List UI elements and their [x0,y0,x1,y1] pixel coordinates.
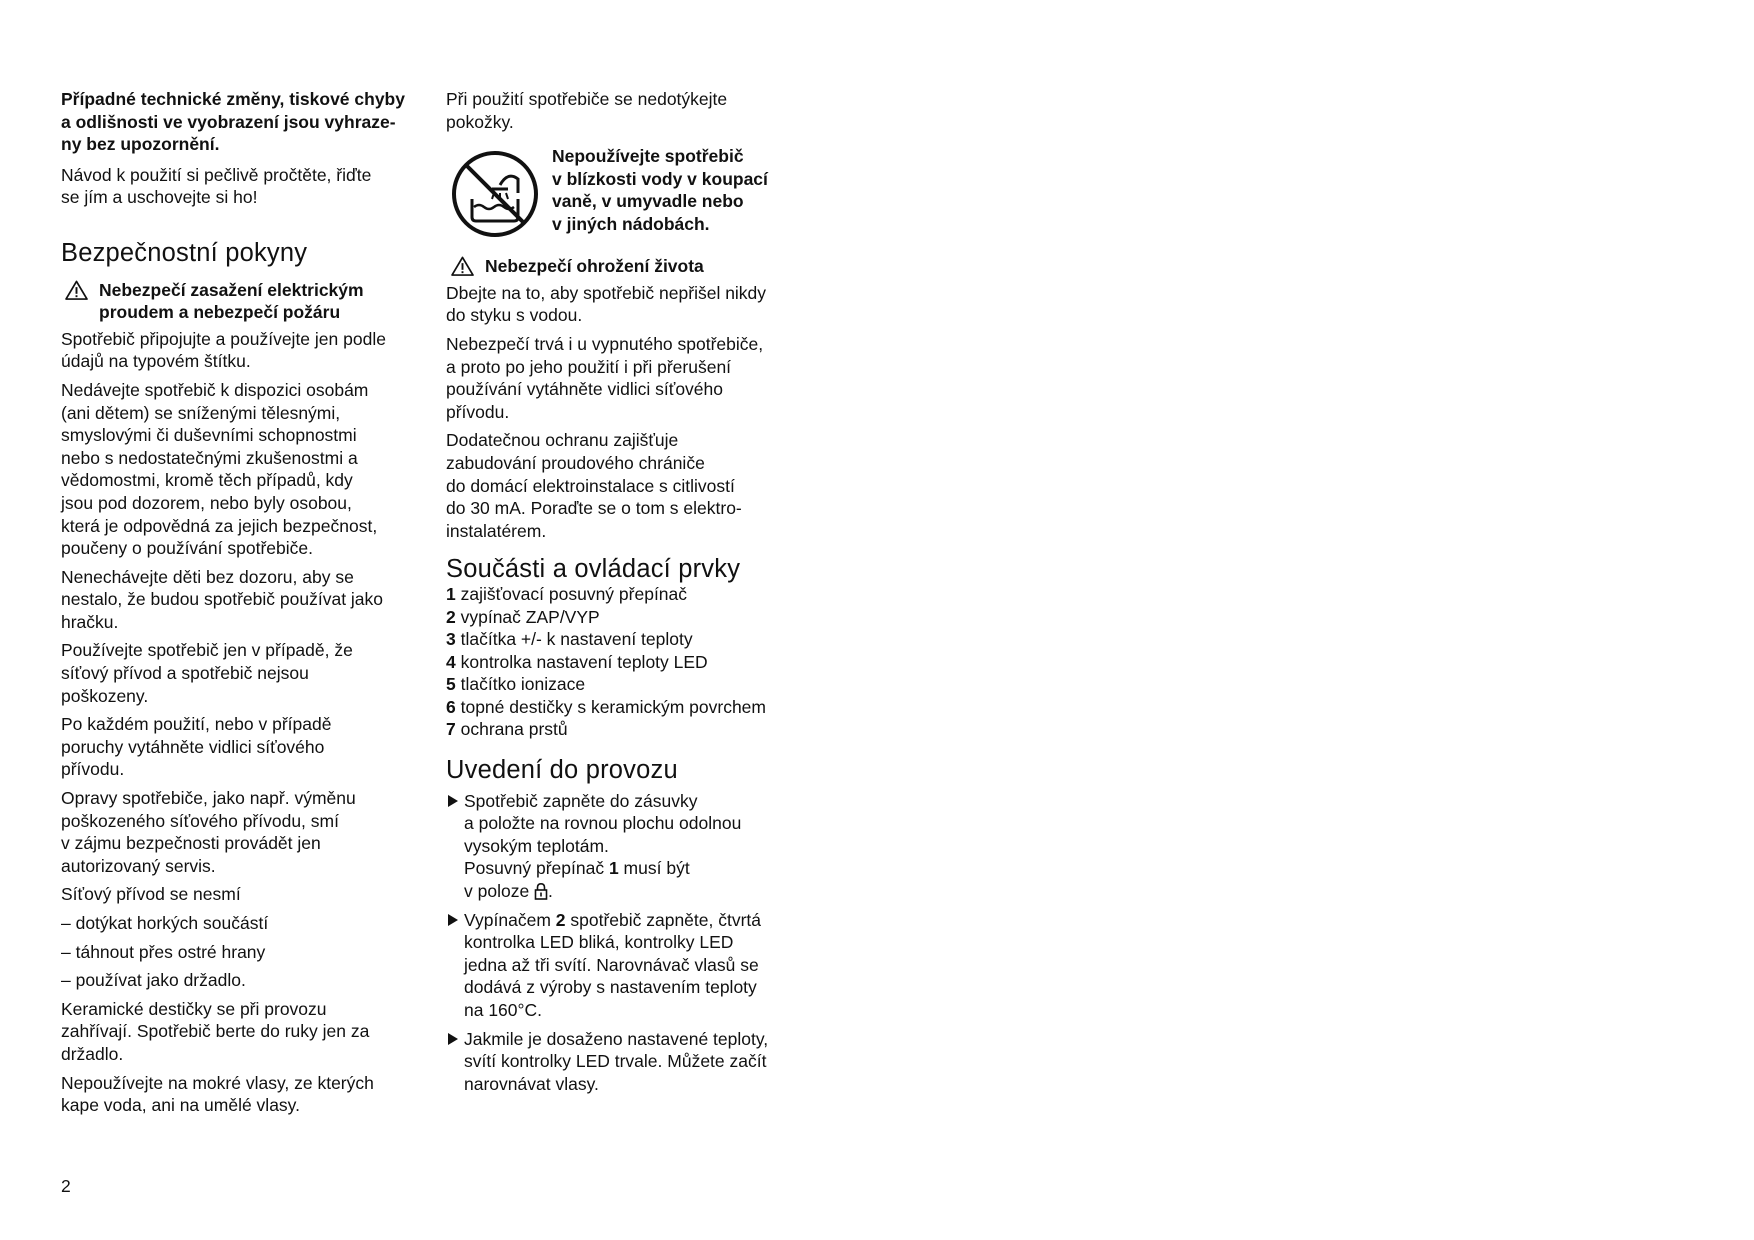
text-line: přívodu. [61,759,125,780]
text-line: která je odpovědná za jejich bezpečnost, [61,515,378,536]
text-line: používání vytáhněte vidlici síťového [446,379,724,400]
page-number: 2 [61,1176,71,1196]
text-fragment: musí být [618,858,690,879]
paragraph [61,639,421,707]
list-item [446,583,816,606]
text-line: Dbejte na to, aby spotřebič nepřišel nikdy [446,282,767,303]
paragraph: Síťový přívod se nesmí [61,884,241,905]
dash-item: – dotýkat horkých součástí [61,913,269,933]
text-line: vysokým teplotám. [464,835,609,856]
paragraph [61,713,421,781]
text-line: Dodatečnou ochranu zajišťuje [446,430,679,451]
startup-steps [446,790,816,1096]
text-line: poučeny o používání spotřebiče. [61,538,313,559]
text-line: a položte na rovnou plochu odolnou [464,813,742,834]
text-line: vaně, v umyvadle nebo [552,191,744,212]
paragraph [446,88,816,133]
item-text: tlačítko ionizace [460,674,586,695]
text-line: nebo s nedostatečnými zkušenostmi a [61,447,358,468]
text-line: Keramické destičky se při provozu [61,998,327,1019]
safety-heading: Bezpečnostní pokyny [61,238,308,267]
text-line: a proto po jeho použití i při přerušení [446,356,732,377]
text-line: Jakmile je dosaženo nastavené teploty, [464,1028,769,1049]
item-text: kontrolka nastavení teploty LED [460,651,708,672]
text-line: Nepoužívejte spotřebič [552,146,744,167]
text-line: narovnávat vlasy. [464,1073,599,1094]
text-line: Opravy spotřebiče, jako např. výměnu [61,788,356,809]
text-line: svítí kontrolky LED trvale. Můžete začít [464,1051,767,1072]
paragraph [61,1072,421,1117]
text-line: Nepoužívejte na mokré vlasy, ze kterých [61,1072,374,1093]
paragraph [61,998,421,1066]
text-line: Používejte spotřebič jen v případě, že [61,640,353,661]
text-line: v blízkosti vody v koupací [552,168,768,189]
text-line: údajů na typovém štítku. [61,351,251,372]
list-item [446,606,816,629]
left-column [61,88,421,1123]
text-line: ny bez upozornění. [61,134,220,155]
parts-heading: Součásti a ovládací prvky [446,555,741,584]
text-line: kape voda, ani na umělé vlasy. [61,1095,300,1116]
item-text: tlačítka +/- k nastavení teploty [460,629,693,650]
water-warning [446,145,816,239]
item-text: vypínač ZAP/VYP [460,606,600,627]
dash-item: – táhnout přes ostré hrany [61,941,266,962]
text-line: síťový přívod a spotřebič nejsou [61,663,309,684]
item-number: 5 [446,674,456,695]
item-text: zajišťovací posuvný přepínač [460,583,688,604]
paragraph [446,429,816,542]
text-line: nestalo, že budou spotřebič používat jako [61,589,384,610]
item-number: 1 [446,583,456,604]
list-item [446,673,816,696]
text-line: smyslovými či duševními schopnostmi [61,425,357,446]
text-line: přívodu. [446,401,510,422]
text-line: hračku. [61,611,119,632]
lock-icon [534,882,548,900]
text-line: autorizovaný servis. [61,855,216,876]
text-line: v jiných nádobách. [552,213,710,234]
text-line: proudem a nebezpečí požáru [99,302,341,323]
text-line: Nedávejte spotřebič k dispozici osobám [61,379,369,400]
text-line: do styku s vodou. [446,305,583,326]
list-item [446,696,816,719]
text-line: pokožky. [446,111,514,132]
paragraph [446,333,816,423]
text-line: Spotřebič připojujte a používejte jen podle [61,328,386,349]
text-line: poruchy vytáhněte vidlici síťového [61,736,325,757]
text-line: poškozeného síťového přívodu, smí [61,810,339,831]
paragraph [61,328,421,373]
paragraph [61,379,421,560]
text-line: Nenechávejte děti bez dozoru, aby se [61,566,354,587]
text-line: Při použití spotřebiče se nedotýkejte [446,89,728,109]
text-line: instalatérem. [446,520,547,541]
text-line: Nebezpečí trvá i u vypnutého spotřebiče, [446,333,764,354]
intro-text [61,164,421,209]
text-line: Po každém použití, nebo v případě [61,714,332,735]
list-item [446,718,816,741]
disclaimer [61,88,421,156]
arrow-right-icon [448,1033,458,1045]
paragraph [446,282,816,327]
text-line: v zájmu bezpečnosti provádět jen [61,833,321,854]
item-number: 6 [446,696,456,717]
arrow-right-icon [448,914,458,926]
text-line: Nebezpečí zasažení elektrickým [99,279,364,300]
text-line: a odlišnosti ve vyobrazení jsou vyhraze- [61,111,396,132]
text-line: Případné technické změny, tiskové chyby [61,89,405,109]
text-line: jsou pod dozorem, nebo byly osobou, [61,492,352,513]
text-line: (ani dětem) se sníženými tělesnými, [61,402,341,423]
item-number: 1 [608,858,619,879]
item-number: 2 [555,909,566,930]
paragraph [61,566,421,634]
text-line: Spotřebič zapněte do zásuvky [464,790,698,811]
text-line: jedna až tři svítí. Narovnávač vlasů se [464,954,759,975]
text-line: držadlo. [61,1043,124,1064]
text-line: dodává z výroby s nastavením teploty [464,977,757,998]
item-text: ochrana prstů [460,719,568,740]
arrow-right-icon [448,795,458,807]
list-item [446,651,816,674]
text-fragment: . [548,881,553,902]
warning-triangle-icon [65,280,88,300]
item-number: 2 [446,606,456,627]
step-item [446,790,816,903]
text-line: se jím a uschovejte si ho! [61,187,258,208]
text-fragment: spotřebič zapněte, čtvrtá [565,909,762,930]
electric-warning [61,279,421,324]
text-line: poškozeny. [61,685,149,706]
list-item [446,628,816,651]
warning-triangle-icon [451,256,474,276]
text-line: do 30 mA. Poraďte se o tom s elektro- [446,498,742,519]
text-line: Návod k použití si pečlivě pročtěte, řiďte [61,164,372,185]
no-water-bath-icon [450,149,540,239]
text-line: zahřívají. Spotřebič berte do ruky jen za [61,1021,370,1042]
text-line: Nebezpečí ohrožení života [485,256,704,277]
parts-list [446,583,816,741]
item-number: 7 [446,719,456,740]
dash-item: – používat jako držadlo. [61,970,246,991]
life-warning [446,255,816,278]
item-text: topné destičky s keramickým povrchem [460,696,766,717]
text-line: vědomostmi, kromě těch případů, kdy [61,470,353,491]
text-line: zabudování proudového chrániče [446,452,705,473]
text-line: do domácí elektroinstalace s citlivostí [446,475,735,496]
text-fragment: v poloze [464,881,535,902]
paragraph [61,787,421,877]
text-line: na 160°C. [464,1000,543,1020]
text-fragment: Vypínačem [464,909,556,930]
right-column [446,88,816,1101]
text-line: kontrolka LED bliká, kontrolky LED [464,932,734,953]
item-number: 3 [446,629,456,650]
text-fragment: Posuvný přepínač [464,858,609,879]
startup-heading: Uvedení do provozu [446,756,678,785]
step-item [446,909,816,1022]
item-number: 4 [446,651,456,672]
step-item [446,1028,816,1096]
